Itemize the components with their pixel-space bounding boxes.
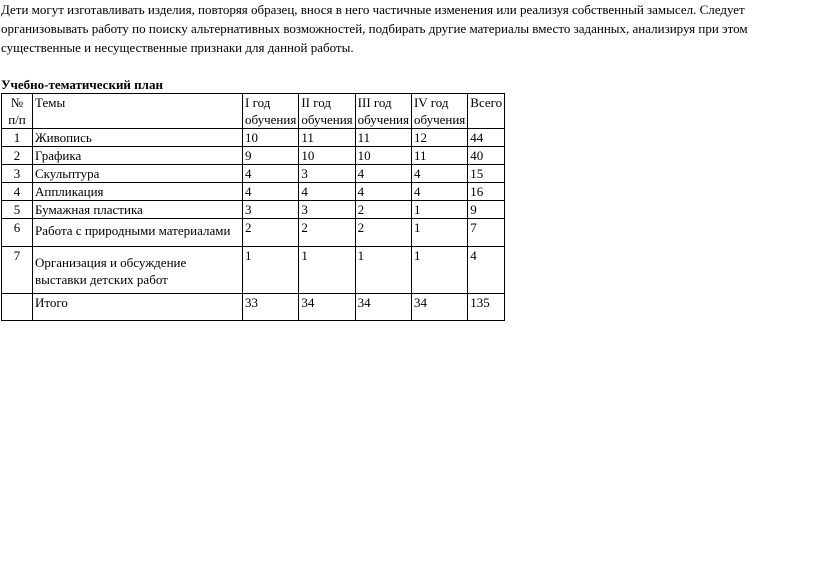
table-row (2, 165, 505, 183)
row-total: 15 (468, 165, 505, 183)
plan-title: Учебно-тематический план (1, 77, 163, 92)
row-num: 4 (2, 183, 33, 201)
header-num: № п/п (2, 94, 33, 129)
header-total: Всего (468, 94, 505, 129)
row-year1: 9 (243, 147, 299, 165)
row-year4: 1 (411, 201, 467, 219)
row-total: 44 (468, 129, 505, 147)
table-row (2, 183, 505, 201)
row-year1: 2 (243, 219, 299, 247)
row-num: 7 (2, 247, 33, 294)
summary-num (2, 294, 33, 321)
row-year1: 3 (243, 201, 299, 219)
row-year2: 1 (299, 247, 355, 294)
row-year4: 1 (411, 247, 467, 294)
row-total: 40 (468, 147, 505, 165)
curriculum-table (1, 93, 505, 321)
row-year2: 2 (299, 219, 355, 247)
header-year2: II год обучения (299, 94, 355, 129)
table-row (2, 201, 505, 219)
row-topic: Бумажная пластика (33, 201, 243, 219)
row-year4: 1 (411, 219, 467, 247)
row-num: 5 (2, 201, 33, 219)
row-year2: 11 (299, 129, 355, 147)
header-year3: III год обучения (355, 94, 411, 129)
row-year2: 10 (299, 147, 355, 165)
row-year1: 4 (243, 165, 299, 183)
row-topic: Организация и обсуждение выставки детских работ (33, 247, 243, 294)
row-topic: Работа с природными материалами (33, 219, 243, 247)
table-row (2, 129, 505, 147)
summary-year1: 33 (243, 294, 299, 321)
row-year3: 2 (355, 201, 411, 219)
header-topic: Темы (33, 94, 243, 129)
row-year3: 10 (355, 147, 411, 165)
row-year1: 1 (243, 247, 299, 294)
row-year4: 4 (411, 165, 467, 183)
header-year4: IV год обучения (411, 94, 467, 129)
row-year2: 3 (299, 201, 355, 219)
table-row (2, 247, 505, 294)
row-year4: 11 (411, 147, 467, 165)
row-total: 4 (468, 247, 505, 294)
summary-year3: 34 (355, 294, 411, 321)
table-row (2, 219, 505, 247)
summary-label: Итого (33, 294, 243, 321)
row-year4: 12 (411, 129, 467, 147)
table-summary-row (2, 294, 505, 321)
row-year3: 2 (355, 219, 411, 247)
row-topic: Графика (33, 147, 243, 165)
row-total: 9 (468, 201, 505, 219)
row-topic: Аппликация (33, 183, 243, 201)
row-year1: 10 (243, 129, 299, 147)
row-total: 16 (468, 183, 505, 201)
summary-year4: 34 (411, 294, 467, 321)
row-year3: 4 (355, 165, 411, 183)
row-topic: Живопись (33, 129, 243, 147)
row-year2: 4 (299, 183, 355, 201)
header-year1: I год обучения (243, 94, 299, 129)
row-year4: 4 (411, 183, 467, 201)
row-num: 3 (2, 165, 33, 183)
row-year3: 1 (355, 247, 411, 294)
row-num: 1 (2, 129, 33, 147)
row-year2: 3 (299, 165, 355, 183)
table-row (2, 147, 505, 165)
row-year3: 4 (355, 183, 411, 201)
row-year1: 4 (243, 183, 299, 201)
row-total: 7 (468, 219, 505, 247)
row-num: 6 (2, 219, 33, 247)
intro-paragraph: Дети могут изготавливать изделия, повторяя образец, внося в него частичные изменения или реализуя собственный замысел. Следует организовывать работу по поиску альтернативных возможностей, подбирать другие материалы вместо заданных, анализируя при этом существенные и несущественные признаки для данной работы. (1, 2, 748, 55)
row-year3: 11 (355, 129, 411, 147)
row-num: 2 (2, 147, 33, 165)
row-topic: Скульптура (33, 165, 243, 183)
summary-total: 135 (468, 294, 505, 321)
table-header-row (2, 94, 505, 129)
summary-year2: 34 (299, 294, 355, 321)
